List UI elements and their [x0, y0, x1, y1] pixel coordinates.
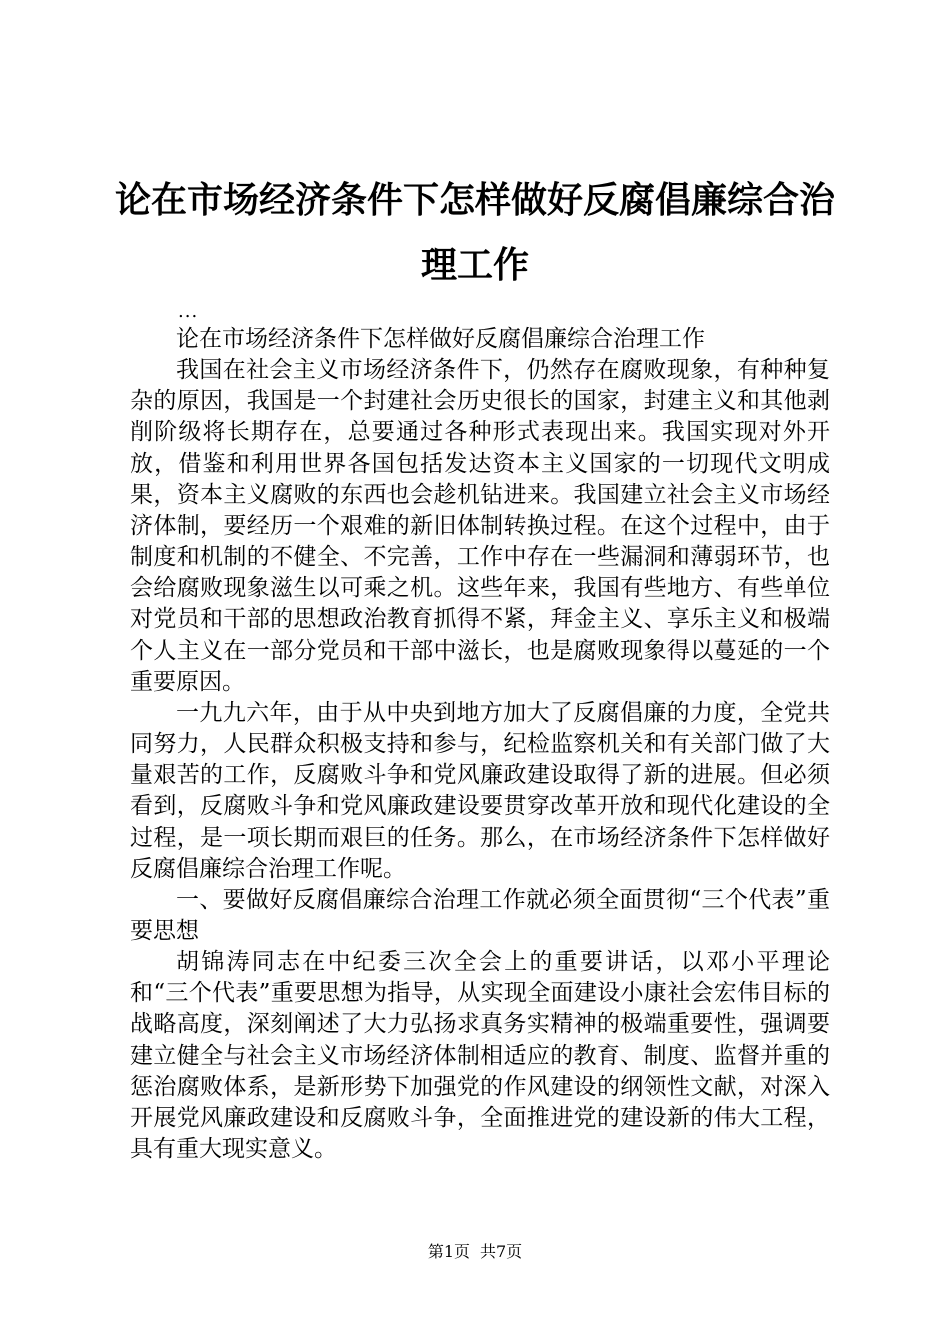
ellipsis-marker: ...	[178, 301, 199, 322]
page-footer	[0, 1242, 950, 1262]
page-number: 第1页	[427, 1242, 470, 1261]
section-heading: 一、要做好反腐倡廉综合治理工作就必须全面贯彻“三个代表”重要思想	[130, 886, 830, 944]
body-paragraph-heading: 论在市场经济条件下怎样做好反腐倡廉综合治理工作	[176, 326, 705, 352]
body-paragraph: 胡锦涛同志在中纪委三次全会上的重要讲话，以邓小平理论和“三个代表”重要思想为指导，从实现全面建设小康社会宏伟目标的战略高度，深刻阐述了大力弘扬求真务实精神的极端重要性，强调要建立健全与社会主义市场经济体制相适应的教育、制度、监督并重的惩治腐败体系，是新形势下加强党的作风建设的纲领性文献，对深入开展党风廉政建设和反腐败斗争，全面推进党的建设新的伟大工程，具有重大现实意义。	[130, 949, 830, 1163]
body-paragraph: 一九九六年，由于从中央到地方加大了反腐倡廉的力度，全党共同努力，人民群众积极支持和参与，纪检监察机关和有关部门做了大量艰苦的工作，反腐败斗争和党风廉政建设取得了新的进展。但必须看到，反腐败斗争和党风廉政建设要贯穿改革开放和现代化建设的全过程，是一项长期而艰巨的任务。那么，在市场经济条件下怎样做好反腐倡廉综合治理工作呢。	[130, 699, 830, 882]
page-total: 共7页	[480, 1242, 523, 1261]
body-paragraph: 我国在社会主义市场经济条件下，仍然存在腐败现象，有种种复杂的原因，我国是一个封建社会历史很长的国家，封建主义和其他剥削阶级将长期存在，总要通过各种形式表现出来。我国实现对外开放，借鉴和利用世界各国包括发达资本主义国家的一切现代文明成果，资本主义腐败的东西也会趁机钻进来。我国建立社会主义市场经济体制，要经历一个艰难的新旧体制转换过程。在这个过程中，由于制度和机制的不健全、不完善，工作中存在一些漏洞和薄弱环节，也会给腐败现象滋生以可乘之机。这些年来，我国有些地方、有些单位对党员和干部的思想政治教育抓得不紧，拜金主义、享乐主义和极端个人主义在一部分党员和干部中滋长，也是腐败现象得以蔓延的一个重要原因。	[130, 357, 830, 695]
document-body	[130, 324, 830, 1165]
document-title: 论在市场经济条件下怎样做好反腐倡廉综合治理工作	[114, 180, 835, 286]
